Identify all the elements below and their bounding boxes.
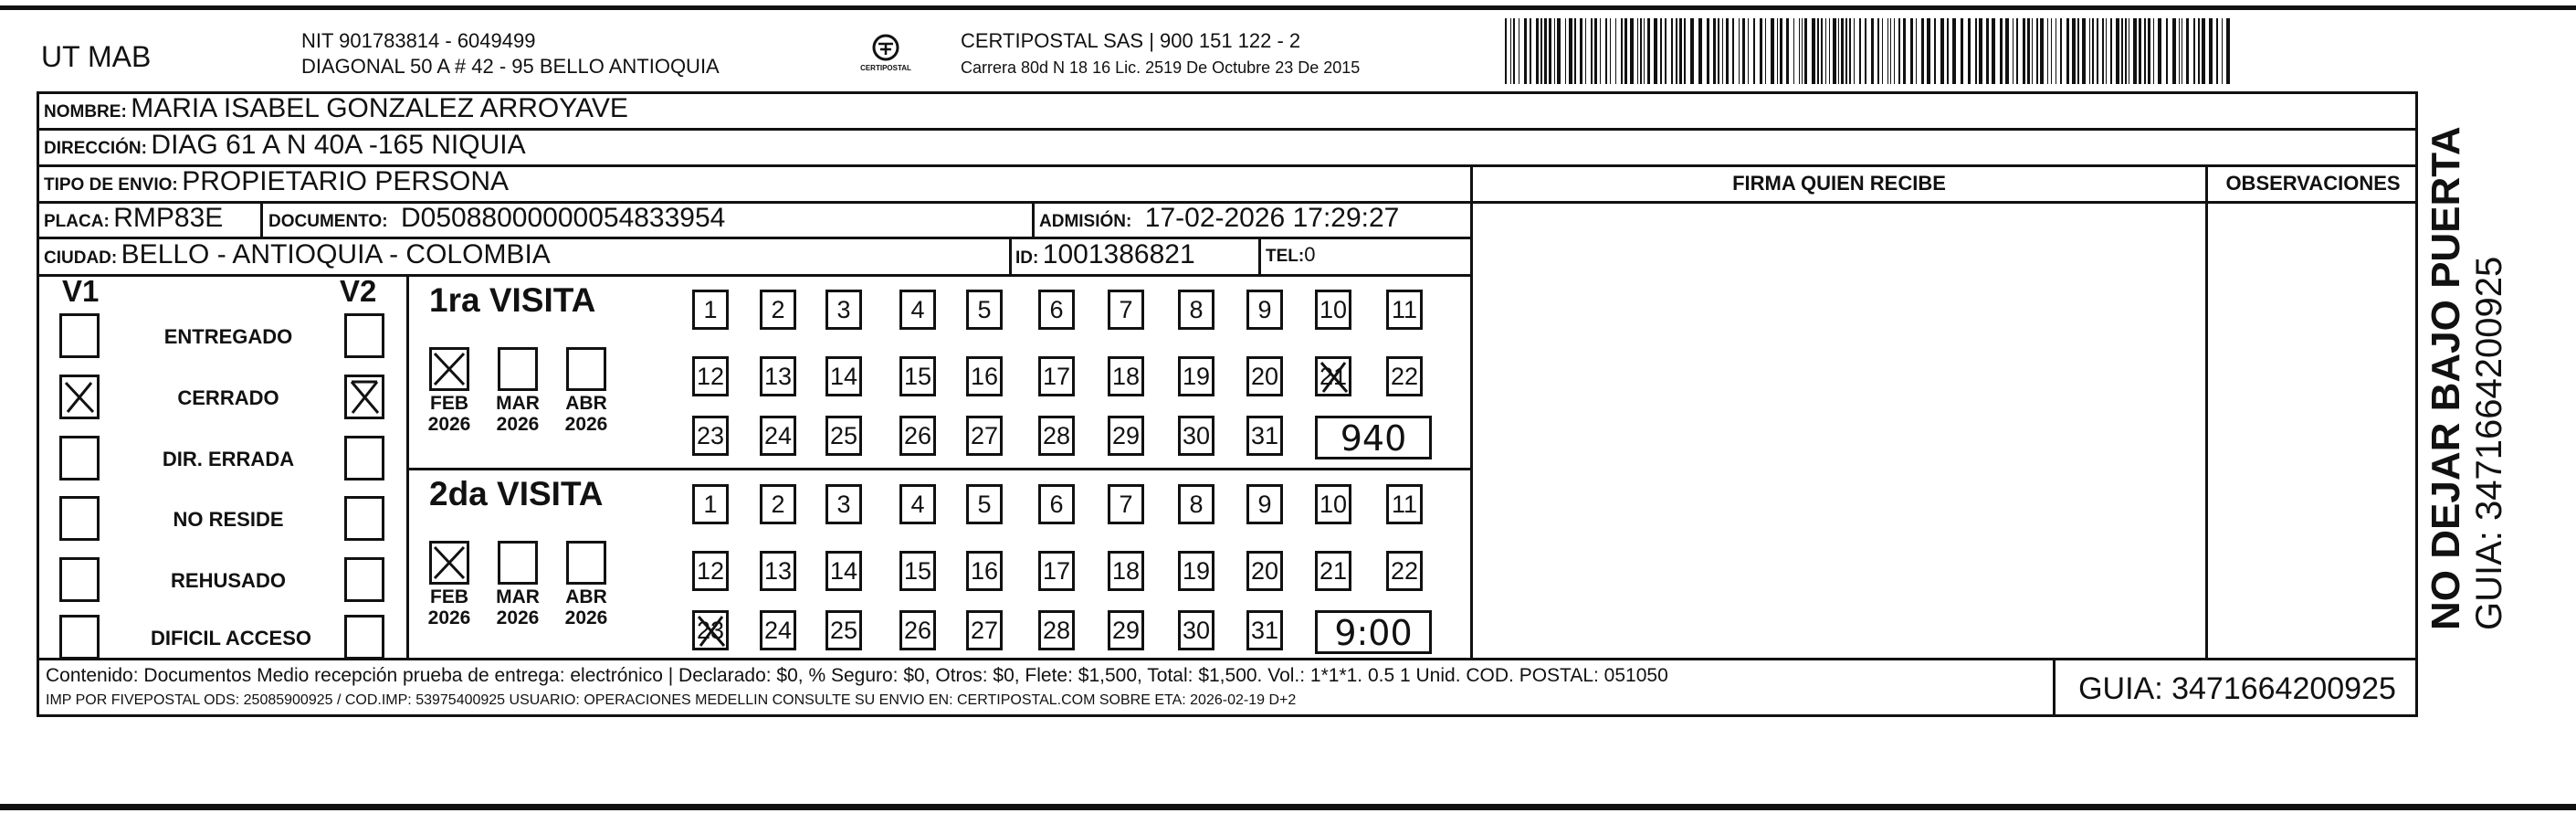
month-checkbox[interactable]: [429, 347, 469, 391]
bottom-edge: [0, 804, 2576, 810]
day-box[interactable]: 27: [966, 610, 1003, 650]
footer-guia: GUIA: 3471664200925: [2078, 671, 2396, 706]
ciudad-value: BELLO - ANTIOQUIA - COLOMBIA: [121, 239, 551, 269]
placa-value: RMP83E: [113, 203, 224, 233]
day-box[interactable]: 12: [692, 356, 729, 396]
v2-checkbox[interactable]: [344, 557, 384, 602]
v1-checkbox[interactable]: [59, 436, 100, 480]
day-box[interactable]: 28: [1038, 416, 1075, 456]
day-box[interactable]: 11: [1386, 290, 1423, 330]
day-box[interactable]: 7: [1108, 484, 1144, 524]
day-box[interactable]: 23: [692, 416, 729, 456]
visit-time[interactable]: 9:00: [1315, 610, 1432, 654]
day-box[interactable]: 31: [1246, 416, 1283, 456]
v1-checkbox[interactable]: [59, 496, 100, 541]
day-box[interactable]: 6: [1038, 484, 1075, 524]
carrier-name: CERTIPOSTAL SAS | 900 151 122 - 2: [961, 29, 1301, 52]
day-box[interactable]: 30: [1178, 610, 1214, 650]
month-checkbox[interactable]: [566, 541, 606, 585]
v1-header: V1: [62, 274, 100, 308]
day-box[interactable]: 15: [899, 551, 936, 591]
day-box[interactable]: 3: [825, 290, 862, 330]
day-box[interactable]: 18: [1108, 551, 1144, 591]
month-checkbox[interactable]: [429, 541, 469, 585]
documento-field: DOCUMENTO: D05088000000054833954: [268, 203, 726, 233]
footer-imp: IMP POR FIVEPOSTAL ODS: 25085900925 / COD.IMP: 53975400925 USUARIO: OPERACIONES MEDELLIN CONSULTE SU ENVIO EN: CERTIPOSTAL.COM SOBRE ETA: 2026-02-19 D+2: [46, 692, 1297, 708]
month-label: ABR 2026: [564, 393, 608, 435]
day-box[interactable]: 19: [1178, 356, 1214, 396]
v2-checkbox[interactable]: [344, 436, 384, 480]
status-label: NO RESIDE: [173, 508, 284, 531]
month-label: FEB 2026: [427, 393, 471, 435]
day-box[interactable]: 28: [1038, 610, 1075, 650]
tipo-envio-value: PROPIETARIO PERSONA: [182, 166, 510, 196]
day-box[interactable]: 4: [899, 290, 936, 330]
status-label: CERRADO: [177, 386, 279, 409]
day-box[interactable]: 24: [760, 416, 796, 456]
day-box[interactable]: 14: [825, 356, 862, 396]
placa-field: PLACA: RMP83E: [44, 203, 224, 233]
day-box[interactable]: 25: [825, 610, 862, 650]
day-box[interactable]: 5: [966, 484, 1003, 524]
v2-header: V2: [340, 274, 377, 308]
status-label: REHUSADO: [171, 569, 286, 592]
day-box[interactable]: 17: [1038, 356, 1075, 396]
day-box[interactable]: 6: [1038, 290, 1075, 330]
day-box[interactable]: 19: [1178, 551, 1214, 591]
day-box[interactable]: 13: [760, 356, 796, 396]
visit-title: 1ra VISITA: [429, 281, 596, 319]
company-nit: NIT 901783814 - 6049499: [301, 29, 536, 52]
day-box[interactable]: 10: [1315, 484, 1351, 524]
day-box[interactable]: 5: [966, 290, 1003, 330]
day-box[interactable]: 23: [692, 610, 729, 650]
day-box[interactable]: 8: [1178, 290, 1214, 330]
month-label: FEB 2026: [427, 586, 471, 628]
admision-field: ADMISIÓN: 17-02-2026 17:29:27: [1039, 203, 1400, 233]
day-mark: [1318, 359, 1351, 402]
v1-checkbox[interactable]: [59, 313, 100, 358]
day-mark: [695, 613, 728, 656]
day-box[interactable]: 9: [1246, 290, 1283, 330]
month-checkbox[interactable]: [566, 347, 606, 391]
day-box[interactable]: 3: [825, 484, 862, 524]
observaciones-header: OBSERVACIONES: [2225, 172, 2401, 195]
day-box[interactable]: 14: [825, 551, 862, 591]
nombre-value: MARIA ISABEL GONZALEZ ARROYAVE: [131, 93, 628, 123]
day-box[interactable]: 9: [1246, 484, 1283, 524]
day-box[interactable]: 15: [899, 356, 936, 396]
v2-checkbox[interactable]: [344, 615, 384, 660]
day-box[interactable]: 10: [1315, 290, 1351, 330]
month-checkbox[interactable]: [498, 541, 538, 585]
day-box[interactable]: 17: [1038, 551, 1075, 591]
direccion-value: DIAG 61 A N 40A -165 NIQUIA: [151, 130, 526, 160]
day-box[interactable]: 18: [1108, 356, 1144, 396]
day-box[interactable]: 20: [1246, 356, 1283, 396]
day-box[interactable]: 7: [1108, 290, 1144, 330]
side-guia: GUIA: 3471664200925: [2469, 256, 2509, 630]
documento-value: D05088000000054833954: [401, 203, 726, 233]
side-text: [2424, 82, 2509, 630]
day-box[interactable]: 31: [1246, 610, 1283, 650]
status-label: DIFICIL ACCESO: [150, 627, 311, 649]
barcode: [1505, 18, 2235, 84]
day-box[interactable]: 22: [1386, 551, 1423, 591]
tipo-envio-row: TIPO DE ENVIO: PROPIETARIO PERSONA: [44, 166, 510, 196]
v2-checkbox[interactable]: [344, 496, 384, 541]
day-box[interactable]: 25: [825, 416, 862, 456]
certipostal-logo: CERTIPOSTAL: [857, 31, 915, 80]
day-box[interactable]: 11: [1386, 484, 1423, 524]
day-box[interactable]: 21: [1315, 356, 1351, 396]
day-box[interactable]: 1: [692, 290, 729, 330]
day-box[interactable]: 2: [760, 484, 796, 524]
tel-field: TEL:0: [1266, 243, 1316, 266]
day-box[interactable]: 29: [1108, 416, 1144, 456]
id-value: 1001386821: [1042, 239, 1195, 269]
tel-value: 0: [1304, 243, 1316, 266]
v1-checkbox[interactable]: [59, 615, 100, 660]
carrier-license: Carrera 80d N 18 16 Lic. 2519 De Octubre 23 De 2015: [961, 58, 1361, 77]
v2-checkbox[interactable]: [344, 375, 384, 419]
visit-time[interactable]: 940: [1315, 416, 1432, 459]
firma-header: FIRMA QUIEN RECIBE: [1732, 172, 1946, 195]
day-box[interactable]: 8: [1178, 484, 1214, 524]
status-label: ENTREGADO: [163, 325, 293, 348]
day-box[interactable]: 2: [760, 290, 796, 330]
day-box[interactable]: 29: [1108, 610, 1144, 650]
v1-checkbox[interactable]: [59, 375, 100, 419]
day-box[interactable]: 24: [760, 610, 796, 650]
day-box[interactable]: 13: [760, 551, 796, 591]
month-label: MAR 2026: [496, 393, 540, 435]
admision-value: 17-02-2026 17:29:27: [1144, 203, 1400, 233]
nombre-row: NOMBRE: MARIA ISABEL GONZALEZ ARROYAVE: [44, 93, 628, 123]
company-name: UT MAB: [41, 40, 152, 73]
visit-title: 2da VISITA: [429, 475, 604, 512]
day-box[interactable]: 30: [1178, 416, 1214, 456]
day-box[interactable]: 1: [692, 484, 729, 524]
day-box[interactable]: 26: [899, 610, 936, 650]
month-label: ABR 2026: [564, 586, 608, 628]
day-box[interactable]: 4: [899, 484, 936, 524]
ciudad-field: CIUDAD: BELLO - ANTIOQUIA - COLOMBIA: [44, 239, 551, 269]
day-box[interactable]: 16: [966, 551, 1003, 591]
v1-checkbox[interactable]: [59, 557, 100, 602]
day-box[interactable]: 27: [966, 416, 1003, 456]
direccion-row: DIRECCIÓN: DIAG 61 A N 40A -165 NIQUIA: [44, 130, 526, 160]
day-box[interactable]: 22: [1386, 356, 1423, 396]
day-box[interactable]: 21: [1315, 551, 1351, 591]
day-box[interactable]: 20: [1246, 551, 1283, 591]
company-address: DIAGONAL 50 A # 42 - 95 BELLO ANTIOQUIA: [301, 55, 720, 78]
month-label: MAR 2026: [496, 586, 540, 628]
id-field: ID: 1001386821: [1015, 239, 1195, 269]
day-box[interactable]: 16: [966, 356, 1003, 396]
v2-checkbox[interactable]: [344, 313, 384, 358]
side-no-dejar: NO DEJAR BAJO PUERTA: [2424, 126, 2468, 630]
status-label: DIR. ERRADA: [162, 448, 295, 470]
footer-contenido: Contenido: Documentos Medio recepción prueba de entrega: electrónico | Declarado: $0, % Seguro: $0, Otros: $0, Flete: $1,500, Total: $1,500. Vol.: 1*1*1. 0.5 1 Unid. COD. POSTAL: 051050: [46, 665, 1668, 686]
month-checkbox[interactable]: [498, 347, 538, 391]
day-box[interactable]: 12: [692, 551, 729, 591]
day-box[interactable]: 26: [899, 416, 936, 456]
top-edge: [0, 5, 2576, 10]
